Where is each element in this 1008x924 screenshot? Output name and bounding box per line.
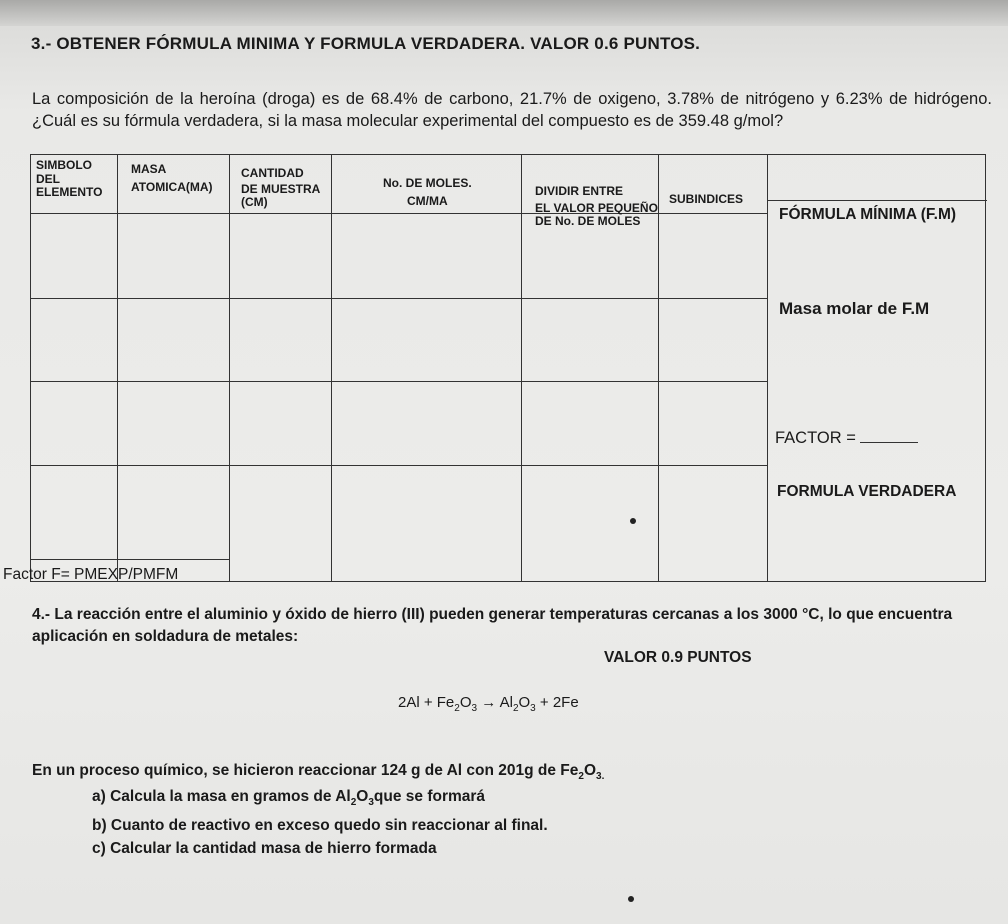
question-3-title: 3.- OBTENER FÓRMULA MINIMA Y FORMULA VERDADERA. VALOR 0.6 PUNTOS. bbox=[31, 34, 701, 53]
formula-table bbox=[30, 154, 986, 582]
table-col-divider bbox=[229, 155, 230, 581]
header-masa-atomica: MASA ATOMICA(MA) bbox=[131, 162, 213, 194]
factor-blank-line bbox=[860, 430, 918, 443]
table-bottom-line bbox=[31, 559, 229, 560]
page-top-shadow bbox=[0, 0, 1008, 26]
ink-dot bbox=[628, 896, 634, 902]
table-col-divider bbox=[521, 155, 522, 581]
factor-formula: Factor F= PMEXP/PMFM bbox=[3, 566, 179, 583]
item-a: a) Calcula la masa en gramos de $Al_2O_3que$ se formará bbox=[92, 788, 486, 809]
table-col-divider bbox=[658, 155, 659, 581]
label-masa-molar: Masa molar de F.M bbox=[779, 299, 930, 318]
header-simbolo: SIMBOLO DEL ELEMENTO bbox=[36, 158, 103, 199]
header-dividir: DIVIDIR ENTRE EL VALOR PEQUEÑO DE No. DE MOLES bbox=[535, 184, 658, 228]
header-no-moles: No. DE MOLES. CM/MA bbox=[383, 176, 472, 208]
chemical-equation: $2Al + Fe_2O_3 \to Al_2O_3 + 2Fe$ bbox=[398, 694, 579, 714]
table-col-divider bbox=[331, 155, 332, 581]
header-subindices: SUBINDICES bbox=[669, 192, 744, 206]
label-factor: FACTOR = bbox=[775, 429, 918, 448]
label-formula-minima: FÓRMULA MÍNIMA (F.M) bbox=[779, 206, 957, 223]
table-col-divider bbox=[767, 155, 768, 581]
question-4-items bbox=[92, 785, 548, 860]
item-b: b) Cuanto de reactivo en exceso quedo sin reaccionar al final. bbox=[92, 817, 548, 835]
process-statement: En un proceso químico, se hicieron reaccionar 124 g de Al con 201g de $Fe_2O_{3.}$ bbox=[32, 762, 605, 783]
item-c: c) Calcular la cantidad masa de hierro formada bbox=[92, 840, 437, 858]
ink-dot bbox=[630, 518, 636, 524]
table-col-divider bbox=[117, 155, 118, 581]
header-cantidad-muestra: CANTIDAD DE MUESTRA (CM) bbox=[241, 166, 321, 209]
question-4-value: VALOR 0.9 PUNTOS bbox=[604, 649, 752, 666]
label-formula-verdadera: FORMULA VERDADERA bbox=[777, 483, 957, 500]
side-header-line bbox=[767, 200, 987, 201]
table-row-divider bbox=[31, 465, 767, 466]
question-4-title: 4.- La reacción entre el aluminio y óxido de hierro (III) pueden generar temperaturas cercanas a los 3000 °C, lo que encuentra aplicación en soldadura de metales: bbox=[32, 606, 953, 645]
table-row-divider bbox=[31, 381, 767, 382]
question-3-paragraph: La composición de la heroína (droga) es de 68.4% de carbono, 21.7% de oxigeno, 3.78% de nitrógeno y 6.23% de hidrógeno. ¿Cuál es su fórmula verdadera, si la masa molecular experimental del compuesto es de 359.48 g/mol? bbox=[32, 90, 992, 130]
table-row-divider bbox=[31, 298, 767, 299]
